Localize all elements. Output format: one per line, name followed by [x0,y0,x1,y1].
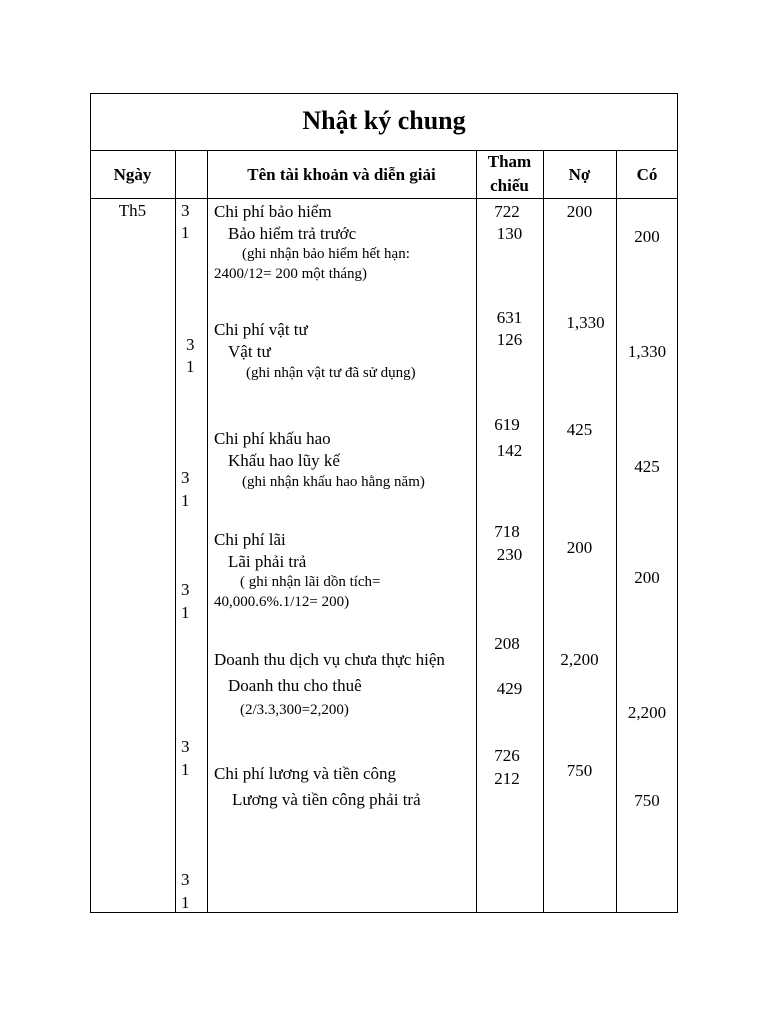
debit-ref: 631 [496,308,523,327]
column-divider [207,150,208,913]
header-ref-line1: Tham [487,152,532,171]
header-credit: Có [636,165,658,184]
debit-amount: 200 [566,202,593,221]
header-date: Ngày [113,165,152,184]
day-digit: 1 [186,357,195,376]
header-debit: Nợ [568,165,591,184]
title-divider [90,150,678,151]
debit-account: Chi phí lương và tiền công [214,764,397,783]
credit-account: Lãi phải trả [228,552,307,571]
header-divider [90,198,678,199]
day-digit: 3 [186,335,195,354]
debit-ref: 726 [494,746,520,765]
entry-note: ( ghi nhận lãi dồn tích= [240,574,381,590]
day-digit: 1 [181,760,190,779]
month-cell: Th5 [118,201,147,220]
day-digit: 3 [181,737,190,756]
credit-amount: 1,330 [627,342,667,361]
day-digit: 1 [181,603,190,622]
entry-note: (ghi nhận vật tư đã sử dụng) [246,365,416,381]
credit-ref: 130 [496,224,523,243]
debit-amount: 425 [566,420,593,439]
debit-account: Doanh thu dịch vụ chưa thực hiện [214,650,445,669]
credit-amount: 2,200 [627,703,667,722]
credit-ref: 429 [496,679,523,698]
credit-account: Bảo hiểm trả trước [228,224,357,243]
day-digit: 1 [181,491,190,510]
credit-ref: 142 [496,441,523,460]
entry-note: 40,000.6%.1/12= 200) [214,594,350,610]
credit-ref: 212 [494,769,520,788]
debit-ref: 208 [494,634,520,653]
debit-amount: 1,330 [566,313,605,332]
credit-ref: 126 [496,330,523,349]
day-digit: 3 [181,201,190,220]
debit-ref: 718 [494,522,520,541]
debit-account: Chi phí vật tư [214,320,308,339]
debit-ref: 619 [494,415,520,434]
day-digit: 1 [181,223,190,242]
day-digit: 3 [181,468,190,487]
credit-account: Khấu hao lũy kế [228,451,340,470]
day-digit: 3 [181,580,190,599]
entry-note: 2400/12= 200 một tháng) [214,266,368,282]
entry-note: (ghi nhận bảo hiểm hết hạn: [242,246,410,262]
column-divider [543,150,544,913]
credit-ref: 230 [496,545,523,564]
header-ref-line2: chiếu [490,176,529,195]
header-account: Tên tài khoản và diễn giải [247,165,436,184]
credit-amount: 200 [634,227,660,246]
credit-account: Doanh thu cho thuê [228,676,362,695]
credit-account: Vật tư [228,342,271,361]
column-divider [175,150,176,913]
debit-amount: 200 [566,538,593,557]
debit-account: Chi phí lãi [214,530,286,549]
credit-amount: 425 [634,457,660,476]
debit-account: Chi phí bảo hiểm [214,202,332,221]
debit-account: Chi phí khấu hao [214,429,331,448]
debit-amount: 2,200 [560,650,599,669]
debit-ref: 722 [494,202,520,221]
entry-note: (2/3.3,300=2,200) [240,702,349,718]
credit-amount: 200 [634,568,660,587]
debit-amount: 750 [566,761,593,780]
day-digit: 1 [181,893,190,912]
entry-note: (ghi nhận khấu hao hằng năm) [242,474,425,490]
day-digit: 3 [181,870,190,889]
credit-account: Lương và tiền công phải trả [232,790,421,809]
credit-amount: 750 [634,791,660,810]
page-title: Nhật ký chung [302,106,466,135]
